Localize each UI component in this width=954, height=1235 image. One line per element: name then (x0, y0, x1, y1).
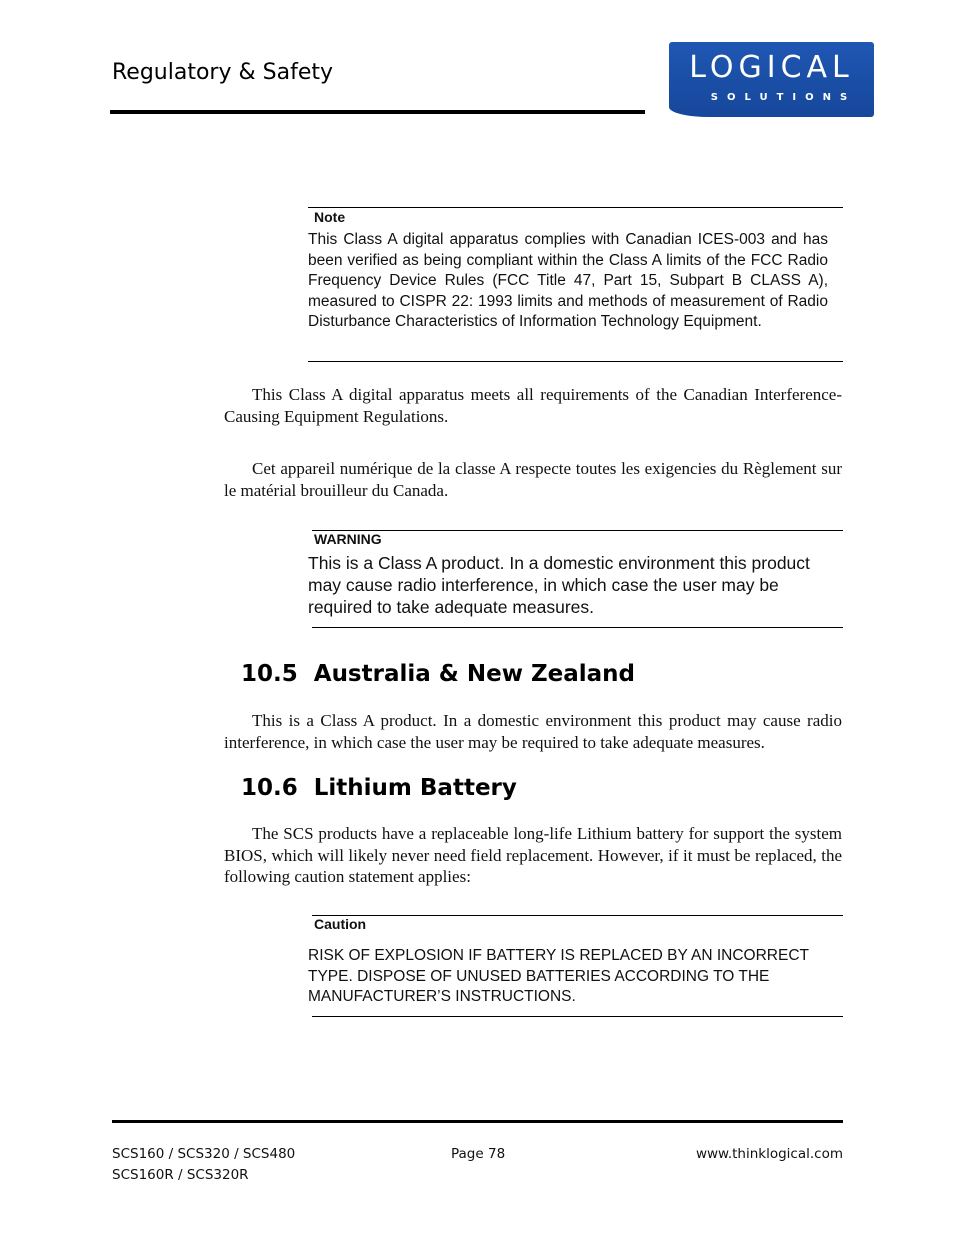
logo-sub-text: SOLUTIONS (710, 92, 857, 103)
caution-box (308, 915, 843, 1020)
warning-bottom-rule (312, 627, 843, 628)
footer-models-line1: SCS160 / SCS320 / SCS480 (112, 1146, 296, 1162)
caution-top-rule (312, 915, 843, 916)
footer-website: www.thinklogical.com (695, 1146, 843, 1162)
warning-text: This is a Class A product. In a domestic environment this product may cause radio interference, in which case the user may be required to take adequate measures. (308, 553, 810, 617)
warning-top-rule (312, 530, 843, 531)
note-top-rule (308, 207, 843, 208)
footer-models (112, 1144, 295, 1186)
footer-models-line2: SCS160R / SCS320R (112, 1167, 249, 1183)
section-heading-australia: 10.5 Australia & New Zealand (241, 661, 635, 687)
section-heading-lithium: 10.6 Lithium Battery (241, 775, 517, 801)
australia-paragraph: This is a Class A product. In a domestic environment this product may cause radio interference, in which case the user may be required to take adequate measures. (224, 711, 842, 752)
footer-page-number: Page 78 (451, 1146, 506, 1162)
header-rule (110, 110, 645, 114)
lithium-paragraph: The SCS products have a replaceable long-life Lithium battery for support the system BIOS, which will likely never need field replacement. However, if it must be replaced, the following caution statement applies: (224, 824, 842, 886)
note-bottom-rule (308, 361, 843, 362)
canada-french-paragraph: Cet appareil numérique de la classe A respecte toutes les exigencies du Règlement sur le matérial brouilleur du Canada. (224, 459, 842, 500)
note-text: This Class A digital apparatus complies with Canadian ICES-003 and has been verified as being compliant within the Class A limits of the FCC Radio Frequency Device Rules (FCC Title 47, Part 15, Subpart B CLASS A), measured to CISPR 22: 1993 limits and methods of measurement of Radio Disturbance Characteristics of Information Technology Equipment. (308, 231, 828, 330)
footer-rule (112, 1120, 843, 1123)
logical-solutions-logo (669, 42, 874, 117)
logo-main-text: LOGICAL (689, 50, 854, 85)
canada-english-paragraph: This Class A digital apparatus meets all requirements of the Canadian Interference-Causing Equipment Regulations. (224, 385, 842, 426)
warning-label: WARNING (314, 531, 382, 547)
caution-label: Caution (314, 916, 367, 932)
note-box (308, 207, 843, 367)
caution-bottom-rule (312, 1016, 843, 1017)
caution-text: RISK OF EXPLOSION IF BATTERY IS REPLACED BY AN INCORRECT TYPE. DISPOSE OF UNUSED BATTERIES ACCORDING TO THE MANUFACTURER’S INSTRUCTIONS. (308, 947, 809, 1005)
page-header-title: Regulatory & Safety (112, 60, 333, 85)
warning-box (308, 530, 843, 630)
note-label: Note (314, 209, 346, 225)
